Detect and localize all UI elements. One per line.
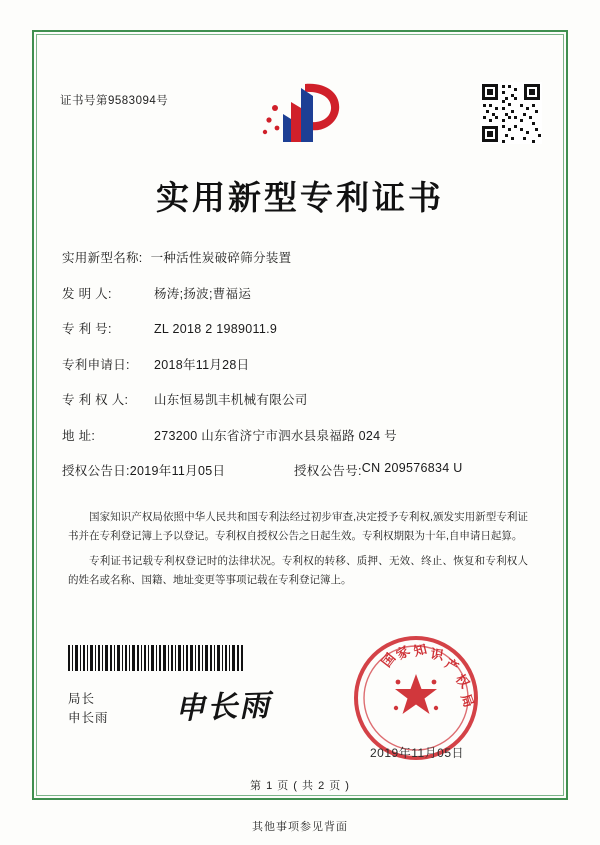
official-seal: [352, 634, 480, 762]
svg-text:局: 局: [457, 692, 476, 710]
certificate-number: 证书号第9583094号: [60, 95, 169, 107]
signer-name: 申长雨: [68, 711, 109, 726]
grant-date-label: 授权公告日:: [62, 464, 130, 478]
page-title: 实用新型专利证书: [156, 178, 444, 217]
field-value: 杨涛;扬波;曹福运: [154, 286, 252, 301]
field-label: 专 利 权 人:: [62, 393, 129, 407]
field-patent-number: [62, 319, 534, 337]
grant-date-value: 2019年11月05日: [129, 464, 226, 478]
grant-number-value: CN 209576834 U: [361, 461, 463, 475]
svg-text:识: 识: [429, 647, 445, 664]
field-address: [62, 426, 534, 444]
qr-code: [480, 82, 542, 144]
legal-paragraph-2: 专利证书记载专利权登记时的法律状况。专利权的转移、质押、无效、终止、恢复和专利权人的姓名或名称、国籍、地址变更等事项记载在专利登记簿上。: [68, 554, 528, 587]
signer-title: 局长: [68, 692, 96, 706]
field-application-date: [62, 355, 534, 373]
field-utility-model-name: [62, 248, 534, 266]
handwritten-signature: 申长雨: [174, 688, 272, 727]
field-value: 山东恒易凯丰机械有限公司: [154, 393, 308, 407]
field-value: ZL 2018 2 1989011.9: [154, 322, 278, 336]
grant-number-label: 授权公告号:: [294, 464, 362, 478]
field-value: 2018年11月28日: [154, 357, 250, 372]
svg-text:权: 权: [451, 671, 472, 692]
patent-fields: [62, 248, 534, 497]
field-patentee: [62, 390, 534, 408]
legal-text: [68, 508, 528, 596]
field-label: 专利申请日:: [62, 357, 130, 372]
svg-text:家: 家: [393, 643, 414, 664]
page-number: 第 1 页 ( 共 2 页 ): [250, 780, 350, 792]
field-label: 专 利 号:: [62, 322, 112, 336]
field-label: 地 址:: [62, 428, 96, 443]
field-value: 273200 山东省济宁市泗水县泉福路 024 号: [154, 428, 397, 443]
field-value: 一种活性炭破碎筛分装置: [150, 251, 292, 265]
signer-block: [68, 690, 109, 729]
field-label: 实用新型名称:: [62, 251, 143, 265]
footer-note: 其他事项参见背面: [252, 821, 348, 833]
cnipa-logo-icon: [255, 78, 347, 150]
field-grant-row: [62, 461, 534, 479]
svg-text:国: 国: [379, 650, 400, 671]
barcode: [68, 645, 243, 671]
field-inventor: [62, 284, 534, 302]
legal-paragraph-1: 国家知识产权局依照中华人民共和国专利法经过初步审查,决定授予专利权,颁发实用新型专利证书并在专利登记簿上予以登记。专利权自授权公告之日起生效。专利权期限为十年,自申请日起算。: [68, 511, 528, 543]
svg-text:产: 产: [442, 656, 461, 676]
svg-text:知: 知: [412, 642, 429, 660]
field-label: 发 明 人:: [62, 286, 112, 301]
seal-date: 2019年11月05日: [370, 746, 465, 760]
